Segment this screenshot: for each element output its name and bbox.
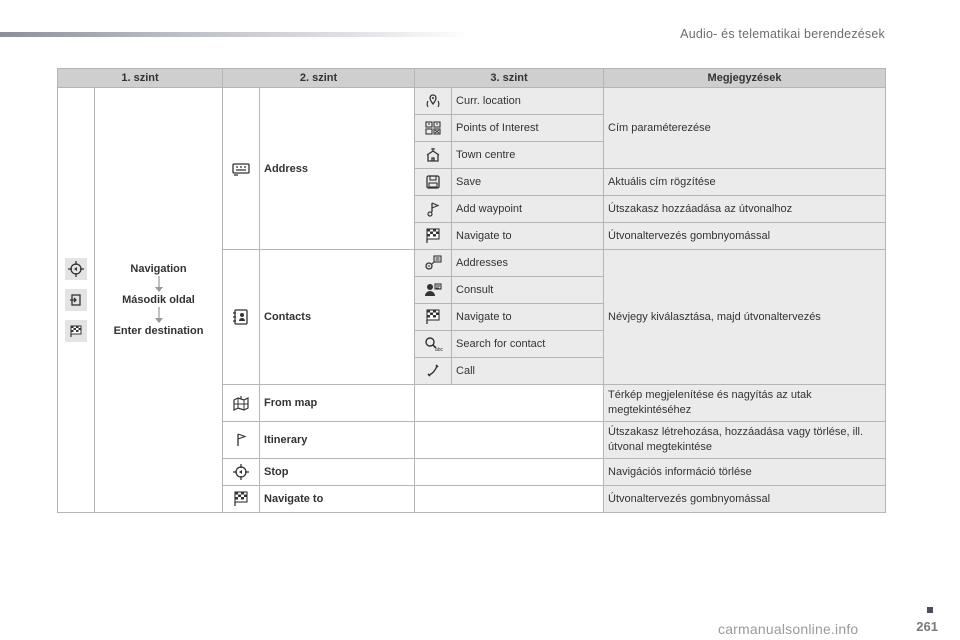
navigate-to-icon-cell [223, 486, 260, 513]
itinerary-icon-cell [223, 422, 260, 459]
checkered-flag-icon [65, 320, 87, 342]
level3-item: Town centre [452, 142, 604, 169]
level3-item: Addresses [452, 250, 604, 277]
level3-item: Navigate to [452, 304, 604, 331]
town-centre-icon-cell [415, 142, 452, 169]
level3-item: Search for contact [452, 331, 604, 358]
note-cell: Cím paraméterezése [604, 88, 886, 169]
header-gradient-bar [0, 32, 470, 37]
call-icon-cell [415, 358, 452, 385]
column-header-notes: Megjegyzések [604, 69, 886, 88]
menu-entry-icon [65, 289, 87, 311]
empty-level3-cell [415, 486, 604, 513]
column-header-level3: 3. szint [415, 69, 604, 88]
navigation-menu-table [57, 68, 886, 513]
note-cell: Útvonaltervezés gombnyomással [604, 486, 886, 513]
column-header-level2: 2. szint [223, 69, 415, 88]
address-icon-cell [223, 88, 260, 250]
address-keyboard-icon [231, 161, 251, 177]
empty-level3-cell [415, 459, 604, 486]
stop-icon-cell [223, 459, 260, 486]
note-cell: Aktuális cím rögzítése [604, 169, 886, 196]
page-marker [927, 607, 933, 613]
level2-from-map: From map [260, 385, 415, 422]
stop-navigation-icon [232, 463, 250, 481]
watermark-text: carmanualsonline.info [718, 621, 859, 637]
level2-stop: Stop [260, 459, 415, 486]
level2-navigate-to: Navigate to [260, 486, 415, 513]
save-icon-cell [415, 169, 452, 196]
consult-icon [423, 281, 443, 299]
town-centre-icon [424, 146, 442, 164]
page-number: 261 [916, 619, 938, 634]
nav-path-step: Második oldal [122, 293, 195, 306]
current-location-icon-cell [415, 88, 452, 115]
navigate-to-icon-cell [415, 304, 452, 331]
map-icon [231, 394, 251, 412]
navigate-to-icon-cell [415, 223, 452, 250]
level2-address: Address [260, 88, 415, 250]
points-of-interest-icon-cell [415, 115, 452, 142]
column-header-level1: 1. szint [58, 69, 223, 88]
consult-icon-cell [415, 277, 452, 304]
level3-item: Points of Interest [452, 115, 604, 142]
empty-level3-cell [415, 422, 604, 459]
save-icon [424, 173, 442, 191]
nav-path-step: Navigation [130, 262, 187, 275]
note-cell: Útszakasz hozzáadása az útvonalhoz [604, 196, 886, 223]
add-waypoint-icon [424, 200, 442, 218]
navigation-path-cell [95, 88, 223, 513]
note-cell: Navigációs információ törlése [604, 459, 886, 486]
note-cell: Névjegy kiválasztása, majd útvonaltervezés [604, 250, 886, 385]
note-cell: Útszakasz létrehozása, hozzáadása vagy törlése, ill. útvonal megtekintése [604, 422, 886, 459]
navigation-target-icon [65, 258, 87, 280]
nav-path-step: Enter destination [113, 324, 204, 337]
call-icon [424, 362, 442, 380]
add-waypoint-icon-cell [415, 196, 452, 223]
addresses-icon-cell [415, 250, 452, 277]
level3-item: Save [452, 169, 604, 196]
navigate-to-icon [424, 227, 442, 245]
search-contact-icon [423, 335, 443, 353]
level1-icons-cell [58, 88, 95, 513]
navigate-to-icon [424, 308, 442, 326]
contacts-card-icon [231, 307, 251, 327]
level3-item: Curr. location [452, 88, 604, 115]
note-cell: Térkép megjelenítése és nagyítás az utak megtekintéséhez [604, 385, 886, 422]
level3-item: Call [452, 358, 604, 385]
itinerary-flag-icon [232, 431, 250, 449]
svg-text:abc: abc [435, 347, 444, 353]
from-map-icon-cell [223, 385, 260, 422]
navigate-to-icon [232, 490, 250, 508]
level2-itinerary: Itinerary [260, 422, 415, 459]
level2-contacts: Contacts [260, 250, 415, 385]
search-contact-icon-cell [415, 331, 452, 358]
section-title: Audio- és telematikai berendezések [680, 27, 885, 41]
empty-level3-cell [415, 385, 604, 422]
addresses-icon [423, 254, 443, 272]
contacts-icon-cell [223, 250, 260, 385]
table-row [58, 88, 886, 115]
points-of-interest-icon [424, 119, 442, 137]
current-location-icon [424, 92, 442, 110]
arrow-down-icon [154, 276, 164, 294]
arrow-down-icon [154, 307, 164, 325]
level3-item: Consult [452, 277, 604, 304]
level3-item: Navigate to [452, 223, 604, 250]
note-cell: Útvonaltervezés gombnyomással [604, 223, 886, 250]
table-header-row [58, 69, 886, 88]
level3-item: Add waypoint [452, 196, 604, 223]
